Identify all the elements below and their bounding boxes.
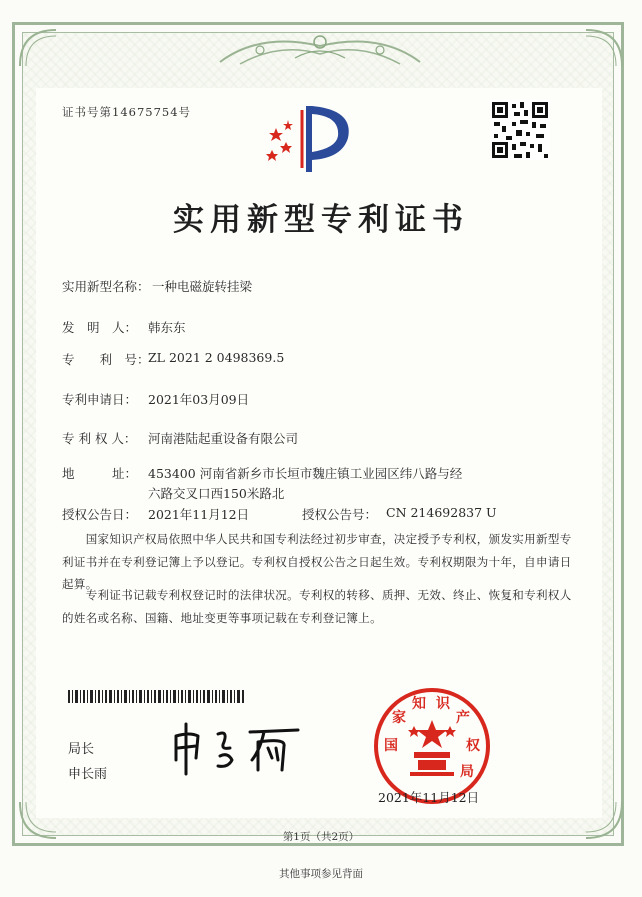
certificate-title: 实用新型专利证书 bbox=[173, 202, 469, 238]
inventor-label: 发 明 人： bbox=[62, 320, 138, 335]
grant-number-label: 授权公告号： bbox=[302, 507, 378, 522]
svg-text:产: 产 bbox=[456, 710, 470, 726]
grant-statement-paragraph: 国家知识产权局依照中华人民共和国专利法经过初步审查，决定授予专利权，颁发实用新型专利证书并在专利登记簿上予以登记。专利权自授权公告之日起生效。专利权期限为十年，自申请日起算。 bbox=[62, 532, 572, 591]
utility-model-name-value: 一种电磁旋转挂梁 bbox=[152, 279, 253, 294]
qr-code-icon bbox=[490, 100, 550, 160]
address-label: 地 址： bbox=[62, 466, 138, 481]
filing-date-label: 专利申请日： bbox=[62, 392, 138, 407]
svg-text:局: 局 bbox=[460, 764, 474, 780]
grant-number-value: CN 214692837 U bbox=[386, 505, 497, 520]
legal-status-paragraph: 专利证书记载专利权登记时的法律状况。专利权的转移、质押、无效、终止、恢复和专利权人的姓名或名称、国籍、地址变更等事项记载在专利登记簿上。 bbox=[62, 588, 572, 625]
address-line-1: 453400 河南省新乡市长垣市魏庄镇工业园区纬八路与经 bbox=[148, 466, 463, 481]
corner-ornament-icon bbox=[582, 26, 626, 70]
barcode-icon bbox=[68, 690, 244, 703]
director-signature-icon bbox=[168, 720, 308, 776]
svg-text:家: 家 bbox=[392, 710, 406, 726]
inventor-value: 韩东东 bbox=[148, 320, 186, 335]
page-number: 第1页（共2页） bbox=[282, 831, 360, 843]
svg-text:权: 权 bbox=[466, 738, 480, 754]
top-ornament-icon bbox=[200, 28, 440, 70]
director-title: 局长 bbox=[68, 742, 95, 757]
grant-date-value: 2021年11月12日 bbox=[148, 507, 250, 522]
address-line-2: 六路交叉口西150米路北 bbox=[148, 486, 285, 501]
svg-text:知: 知 bbox=[412, 696, 426, 712]
filing-date-value: 2021年03月09日 bbox=[148, 392, 250, 407]
certificate-number: 证书号第14675754号 bbox=[62, 105, 192, 119]
grant-date-label: 授权公告日： bbox=[62, 507, 138, 522]
cnipa-logo-icon bbox=[262, 98, 358, 176]
director-name: 申长雨 bbox=[68, 767, 108, 782]
corner-ornament-icon bbox=[16, 26, 60, 70]
utility-model-name-label: 实用新型名称： bbox=[62, 279, 150, 294]
svg-text:识: 识 bbox=[436, 696, 450, 712]
footer-note: 其他事项参见背面 bbox=[279, 868, 363, 880]
svg-text:国: 国 bbox=[384, 738, 398, 754]
patentee-value: 河南港陆起重设备有限公司 bbox=[148, 431, 299, 446]
patent-number-label: 专 利 号： bbox=[62, 352, 150, 367]
seal-date: 2021年11月12日 bbox=[378, 790, 480, 805]
patent-number-value: ZL 2021 2 0498369.5 bbox=[148, 350, 285, 365]
patentee-label: 专 利 权 人： bbox=[62, 431, 137, 446]
